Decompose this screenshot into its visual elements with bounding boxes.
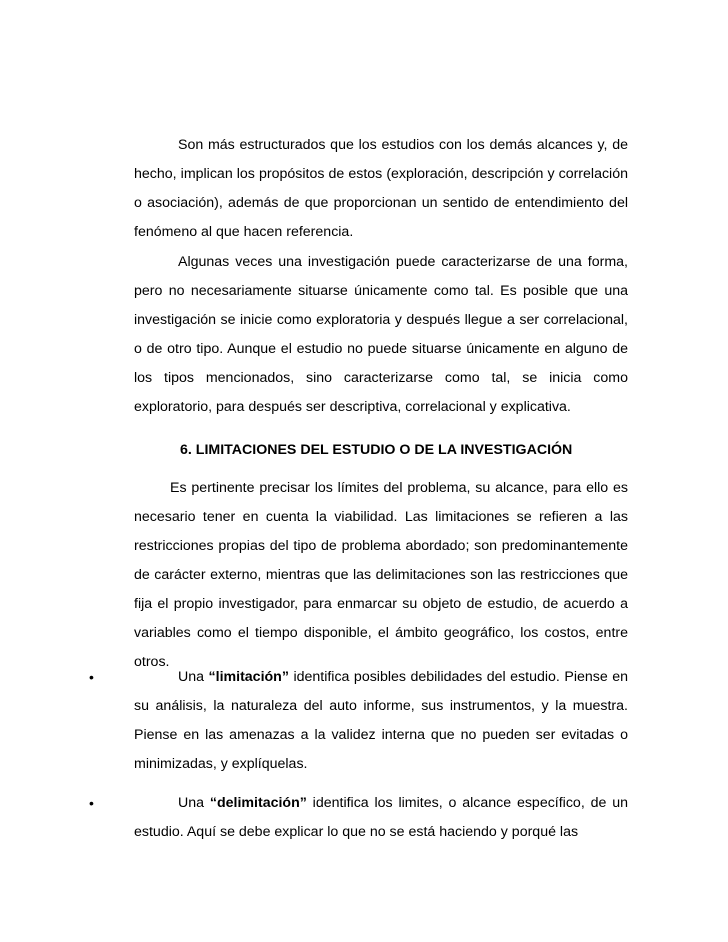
paragraph-structured-studies: Son más estructurados que los estudios con los demás alcances y, de hecho, implican los propósitos de estos (exploración, descripción y correlación o asociación), además de que proporcionan un sentido de entendimiento del fenómeno al que hacen referencia.	[134, 137, 628, 240]
section-heading-limitations: 6. LIMITACIONES DEL ESTUDIO O DE LA INVESTIGACIÓN	[180, 442, 573, 458]
bullet-item-delimitation	[134, 789, 628, 847]
bullet-prefix: Una	[178, 669, 209, 685]
bullet-text: identifica posibles debilidades del estudio. Piense en su análisis, la naturaleza del auto informe, sus instrumentos, y la muestra. Piense en las amenazas a la validez interna que no pueden ser evitadas o minimizadas, y explíquelas.	[134, 669, 629, 772]
term-limitation: “limitación”	[208, 669, 289, 685]
bullet-prefix: Una	[178, 795, 210, 811]
paragraph-limits-of-problem: Es pertinente precisar los límites del problema, su alcance, para ello es necesario tener en cuenta la viabilidad. Las limitaciones se refieren a las restricciones propias del tipo de problema abordado; son predominantemente de carácter externo, mientras que las delimitaciones son las restricciones que fija el propio investigador, para enmarcar su objeto de estudio, de acuerdo a variables como el tiempo disponible, el ámbito geográfico, los costos, entre otros.	[134, 480, 628, 670]
bullet-item-limitation	[134, 663, 628, 779]
bullet-text: identifica los limites, o alcance específico, de un estudio. Aquí se debe explicar lo que no se está haciendo y porqué las	[134, 795, 629, 840]
bullet-marker: •	[89, 795, 94, 811]
paragraph-investigation-types: Algunas veces una investigación puede caracterizarse de una forma, pero no necesariamente situarse únicamente como tal. Es posible que una investigación se inicie como exploratoria y después llegue a ser correlacional, o de otro tipo. Aunque el estudio no puede situarse únicamente en alguno de los tipos mencionados, sino caracterizarse como tal, se inicia como exploratorio, para después ser descriptiva, correlacional y explicativa.	[134, 254, 628, 415]
bullet-marker: •	[89, 669, 94, 685]
term-delimitation: “delimitación”	[209, 795, 307, 811]
